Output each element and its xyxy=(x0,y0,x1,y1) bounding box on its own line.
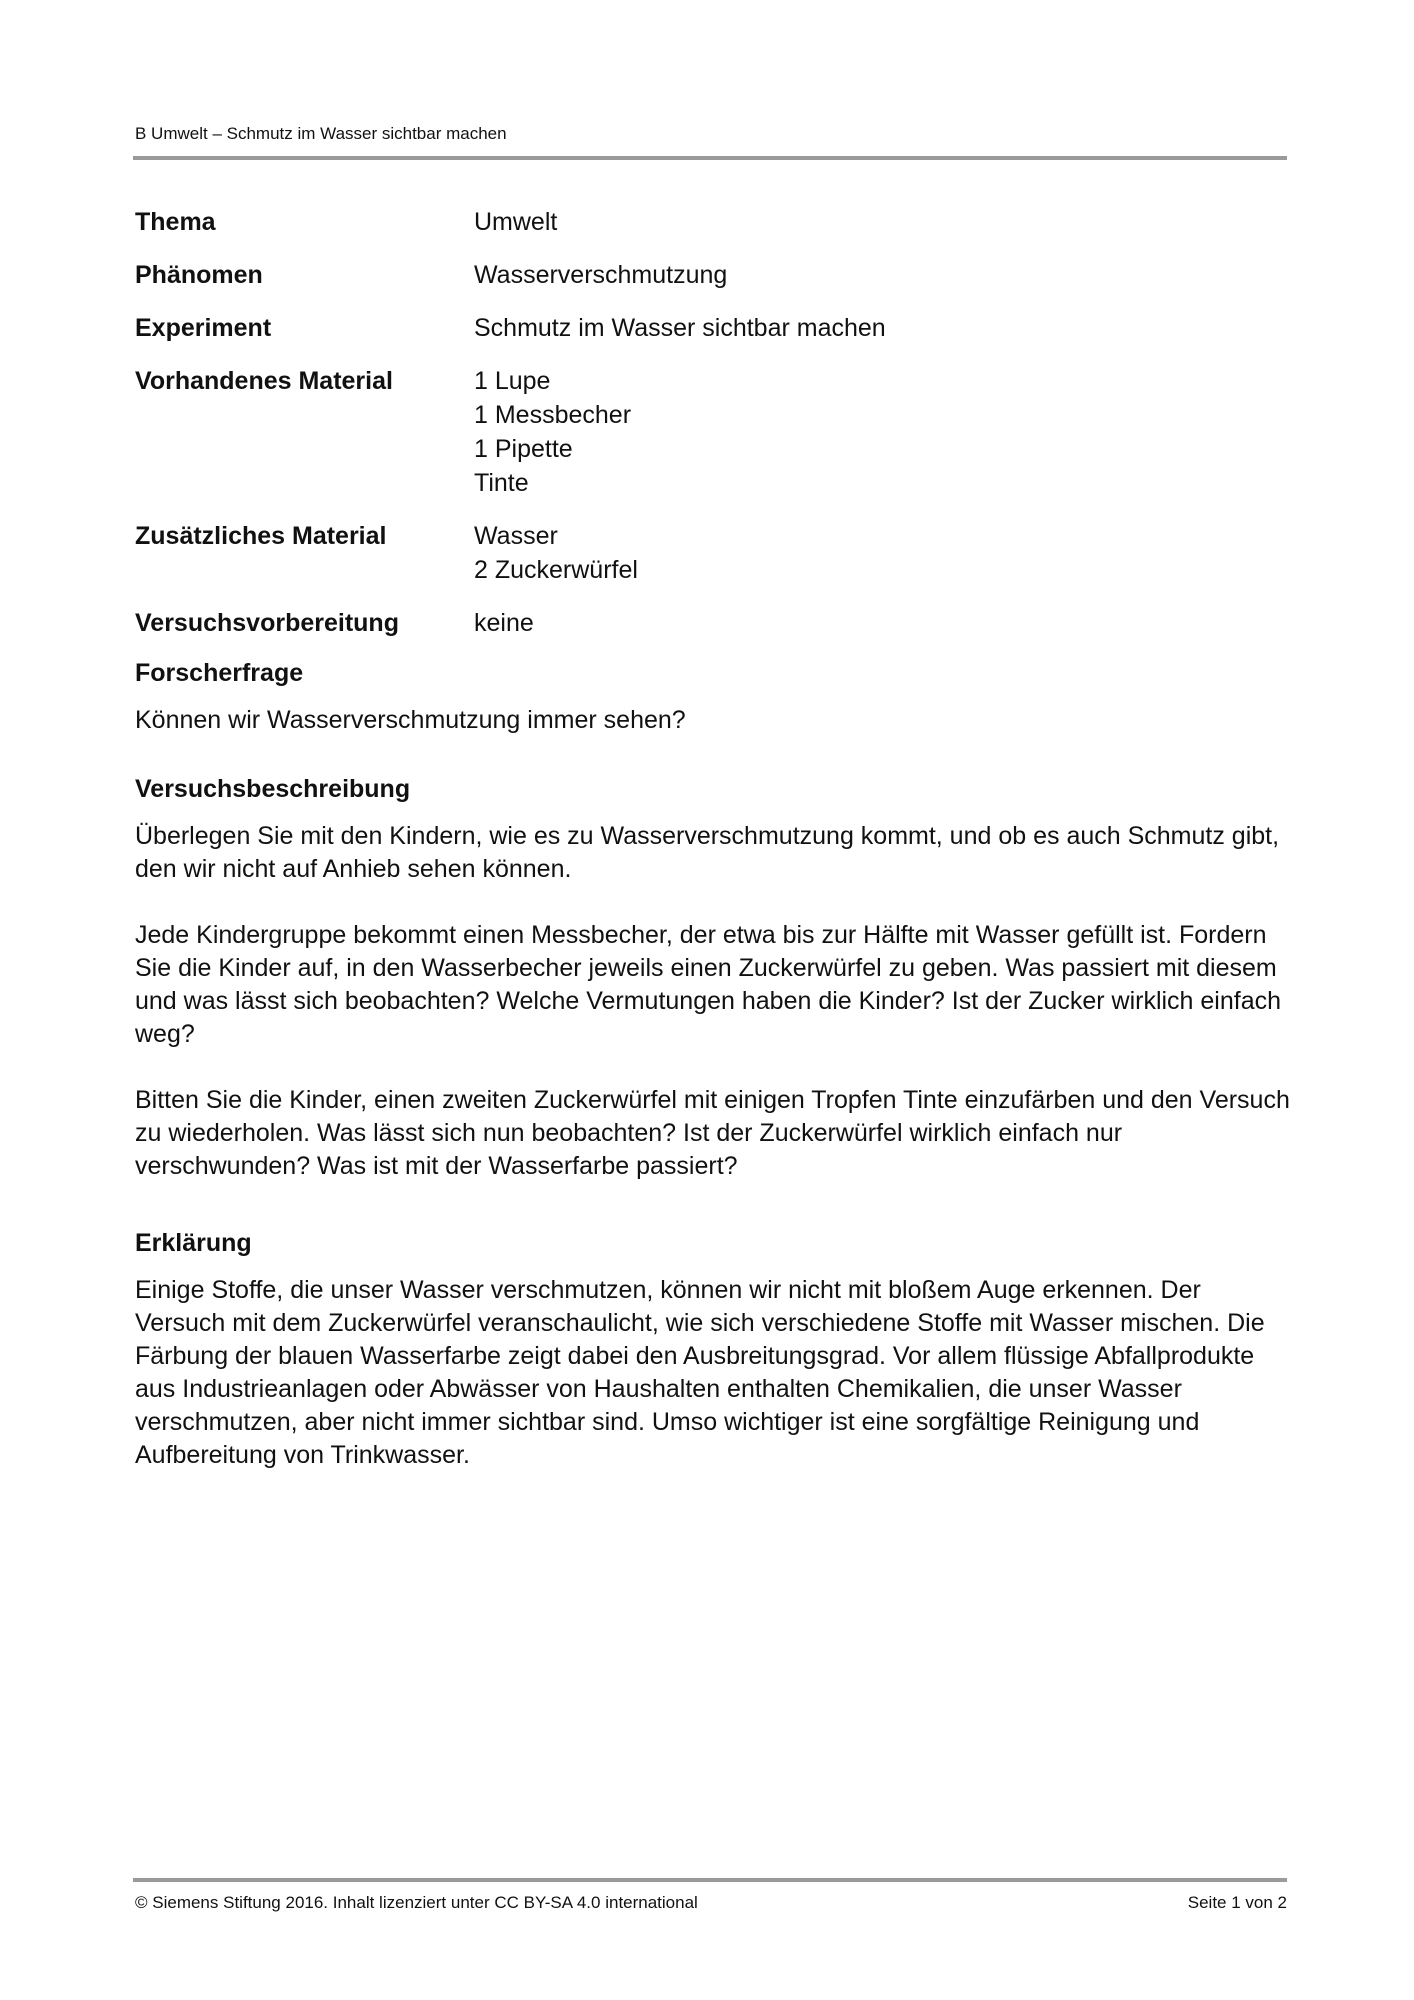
metadata-table xyxy=(135,205,886,659)
page-number: Seite 1 von 2 xyxy=(1187,1893,1287,1912)
section-paragraph: Bitten Sie die Kinder, einen zweiten Zuckerwürfel mit einigen Tropfen Tinte einzufärben und den Versuch zu wiederholen. Was lässt sich nun beobachten? Ist der Zuckerwürfel wirklich einfach nur verschwunden? Was ist mit der Wasserfarbe passiert? xyxy=(135,1086,1290,1180)
meta-label: Experiment xyxy=(135,314,272,342)
meta-value-line: 1 Messbecher xyxy=(474,401,632,429)
meta-row-versuchsvorbereitung xyxy=(135,606,886,640)
meta-value xyxy=(474,519,638,587)
meta-row-zusaetzliches-material xyxy=(135,519,886,587)
section-heading: Erklärung xyxy=(135,1229,252,1257)
section-paragraph: Jede Kindergruppe bekommt einen Messbecher, der etwa bis zur Hälfte mit Wasser gefüllt ist. Fordern Sie die Kinder auf, in den Wasserbecher jeweils einen Zuckerwürfel zu geben. Was passiert mit diesem und was lässt sich beobachten? Welche Vermutungen haben die Kinder? Ist der Zucker wirklich einfach weg? xyxy=(135,921,1282,1048)
meta-label: Versuchsvorbereitung xyxy=(135,609,399,637)
meta-label: Phänomen xyxy=(135,261,263,289)
section-heading: Forscherfrage xyxy=(135,659,304,687)
section-erklaerung xyxy=(135,1226,1295,1472)
section-paragraph: Überlegen Sie mit den Kindern, wie es zu Wasserverschmutzung kommt, und ob es auch Schmutz gibt, den wir nicht auf Anhieb sehen können. xyxy=(135,822,1280,883)
meta-value xyxy=(474,258,727,292)
header-title: B Umwelt – Schmutz im Wasser sichtbar machen xyxy=(135,124,507,143)
meta-row-vorhandenes-material xyxy=(135,364,886,500)
meta-value xyxy=(474,364,631,500)
meta-value-line: Tinte xyxy=(474,469,529,497)
meta-row-thema xyxy=(135,205,886,239)
section-paragraph: Einige Stoffe, die unser Wasser verschmutzen, können wir nicht mit bloßem Auge erkennen. Der Versuch mit dem Zuckerwürfel veranschaulicht, wie sich verschiedene Stoffe mit Wasser mischen. Die Färbung der blauen Wasserfarbe zeigt dabei den Ausbreitungsgrad. Vor allem flüssige Abfallprodukte aus Industrieanlagen oder Abwässer von Haushalten enthalten Chemikalien, die unser Wasser verschmutzen, aber nicht immer sichtbar sind. Umso wichtiger ist eine sorgfältige Reinigung und Aufbereitung von Trinkwasser. xyxy=(135,1276,1265,1469)
meta-value xyxy=(474,205,557,239)
section-heading: Versuchsbeschreibung xyxy=(135,775,411,803)
meta-row-phaenomen xyxy=(135,258,886,292)
meta-value-line: Wasser xyxy=(474,522,558,550)
meta-label: Zusätzliches Material xyxy=(135,522,387,550)
meta-value-line: Schmutz im Wasser sichtbar machen xyxy=(474,314,886,342)
meta-value-line: 1 Pipette xyxy=(474,435,573,463)
meta-label: Thema xyxy=(135,208,216,236)
meta-value-line: 2 Zuckerwürfel xyxy=(474,556,638,584)
section-versuchsbeschreibung xyxy=(135,772,1295,1183)
section-paragraph: Können wir Wasserverschmutzung immer sehen? xyxy=(135,706,686,734)
section-forscherfrage xyxy=(135,656,1295,737)
meta-row-experiment xyxy=(135,311,886,345)
header-divider xyxy=(133,156,1287,160)
meta-value xyxy=(474,311,886,345)
meta-value-line: Umwelt xyxy=(474,208,558,236)
meta-label: Vorhandenes Material xyxy=(135,367,393,395)
footer-copyright: © Siemens Stiftung 2016. Inhalt lizenziert unter CC BY-SA 4.0 international xyxy=(135,1893,698,1912)
meta-value-line: keine xyxy=(474,609,534,637)
meta-value-line: Wasserverschmutzung xyxy=(474,261,728,289)
meta-value xyxy=(474,606,534,640)
meta-value-line: 1 Lupe xyxy=(474,367,551,395)
footer-divider xyxy=(133,1878,1287,1882)
